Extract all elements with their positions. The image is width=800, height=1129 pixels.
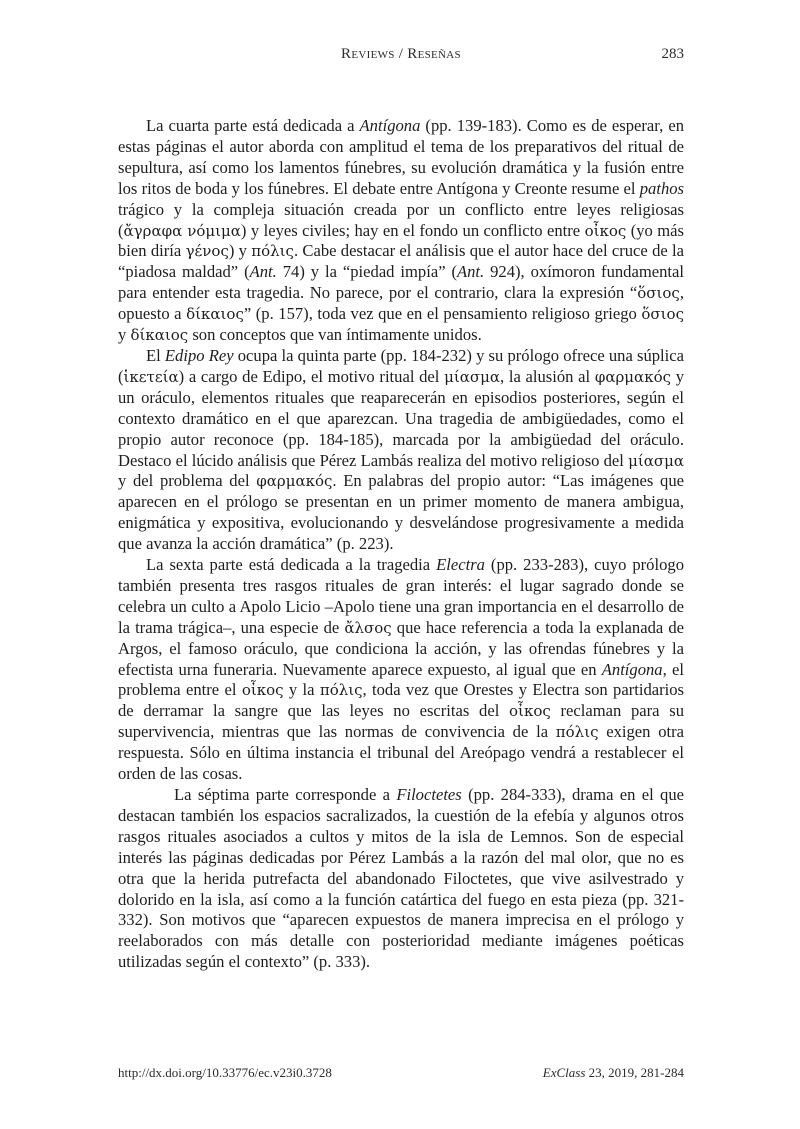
text-run: que hace referencia a toda la explanada de Argos, el famoso oráculo, que condiciona la acción, y las ofrendas fúnebres y la efectista urna funeraria. Nuevamente aparece expuesto, al igual que en	[118, 617, 684, 679]
greek-term: φαρμακός	[256, 472, 333, 491]
text-run: ) y	[228, 241, 252, 261]
greek-term: φαρμακός	[594, 367, 671, 386]
greek-term: ἱκετεία	[123, 367, 179, 386]
paragraph-electra	[118, 555, 684, 785]
greek-term: ἄλσος	[344, 618, 392, 637]
text-run: . En palabras del propio autor: “Las imágenes que aparecen en el prólogo se presentan en un primer momento de manera ambigua, enigmática y expositiva, evolucionando y desvelándose progresivamente a medida que avanza la acción dramática” (p. 223).	[118, 471, 684, 554]
paragraph-filoctetes	[118, 785, 684, 973]
text-run: La sexta parte está dedicada a la tragedia	[146, 555, 437, 575]
doi-link[interactable]: http://dx.doi.org/10.33776/ec.v23i0.3728	[118, 1065, 332, 1080]
greek-term: ἄγραφα νόμιμα	[123, 221, 241, 240]
text-run: 74) y la “piedad impía” (	[276, 262, 457, 282]
greek-term: οἶκος	[509, 702, 551, 721]
running-head: Reviews / Reseñas	[341, 46, 461, 62]
greek-term: γένος	[185, 242, 229, 261]
text-run: y del problema del	[118, 471, 257, 491]
greek-term: μίασμα	[444, 367, 501, 386]
italic-title: Ant.	[249, 262, 277, 282]
text-run: reclaman para su supervivencia, mientras que las normas de convivencia de la	[118, 701, 684, 742]
greek-term: πόλις	[319, 681, 363, 700]
journal-citation	[543, 1065, 684, 1081]
greek-term: πόλις	[251, 242, 294, 261]
italic-title: Electra	[436, 555, 485, 575]
page-footer	[118, 1065, 684, 1085]
text-run: , la alusión al	[500, 366, 595, 386]
paragraph-edipo-rey	[118, 346, 684, 555]
greek-term: δίκαιος	[130, 326, 189, 345]
greek-term: μίασμα	[628, 451, 684, 470]
italic-title: Filoctetes	[396, 785, 462, 804]
text-run: , toda vez que Orestes y Electra son partidarios de derramar la sangre que las leyes no escritas del	[118, 680, 685, 721]
text-run: (pp. 233-283), cuyo prólogo también presenta tres rasgos rituales de gran interés: el lugar sagrado donde se celebra un culto a Apolo Licio –Apolo tiene una gran importancia en el desarrollo de la trama trágica–, una especie de	[118, 555, 684, 637]
text-run: La séptima parte corresponde a	[174, 785, 397, 804]
text-run: El	[146, 345, 165, 365]
text-run: (yo más bien diría	[118, 220, 684, 261]
text-run: . Cabe destacar el análisis que el autor hace del cruce de la “piadosa maldad” (	[118, 241, 685, 282]
italic-title: Edipo Rey	[164, 345, 234, 365]
page-header	[118, 44, 684, 68]
text-run: y	[118, 325, 131, 345]
text-run: y un oráculo, elementos rituales que reaparecerán en episodios posteriores, según el contexto dramático en el que aparezcan. Una tragedia de ambigüedades, como el propio autor reconoce (pp. 184-185), marcada por la ambigüedad del oráculo. Destaco el lúcido análisis que Pérez Lambás realiza del motivo religioso del	[118, 366, 684, 470]
italic-title: Antígona	[359, 116, 421, 135]
text-run: ) a cargo de Edipo, el motivo ritual del	[178, 366, 445, 386]
greek-term: πόλις	[555, 723, 599, 742]
page-number: 283	[661, 46, 684, 62]
text-run: , el problema entre el	[118, 659, 684, 700]
review-body	[118, 116, 684, 973]
italic-title: Antígona	[601, 659, 663, 679]
text-run: son conceptos que van íntimamente unidos.	[188, 325, 482, 345]
text-run: trágico y la compleja situación creada por un conflicto entre leyes religiosas (	[118, 199, 684, 240]
text-run: ocupa la quinta parte (pp. 184-232) y su prólogo ofrece una súplica (	[118, 345, 684, 386]
text-run: 924), oxímoron fundamental para entender esta tragedia. No parece, por el contrario, clara la expresión “	[118, 262, 684, 303]
greek-term: ὅσιος	[641, 305, 684, 324]
greek-term: δίκαιος	[186, 305, 244, 324]
journal-name: ExClass	[542, 1065, 586, 1080]
text-run: (pp. 284-333), drama en el que destacan también los espacios sacralizados, la cuestión de la efebía y algunos otros rasgos rituales asociados a cultos y mitos de la isla de Lemnos. Son de especial interés las páginas dedicadas por Pérez Lambás a la razón del mal olor, que no es otra que la herida putrefacta del abandonado Filoctetes, que vive asilvestrado y dolorido en la isla, así como a la función catártica del fuego en esta pieza (pp. 321-332). Son motivos que “aparecen expuestos de manera imprecisa en el prólogo y reelaborados con más detalle con posterioridad mediante imágenes poéticas utilizadas según el contexto” (p. 333).	[118, 785, 684, 972]
text-run: ” (p. 157), toda vez que en el pensamiento religioso griego	[243, 304, 642, 324]
text-run: , opuesto a	[118, 283, 684, 324]
paragraph-antigona	[118, 116, 684, 346]
greek-term: ὅσιος	[637, 284, 680, 303]
text-run: (pp. 139-183). Como es de esperar, en estas páginas el autor aborda con amplitud el tema de los preparativos del ritual de sepultura, así como los lamentos fúnebres, su evolución dramática y la fusión entre los ritos de boda y los fúnebres. El debate entre Antígona y Creonte resume el	[118, 116, 684, 198]
citation-details: 23, 2019, 281-284	[585, 1065, 684, 1080]
italic-title: Ant.	[457, 262, 485, 282]
greek-term: οἶκος	[584, 221, 627, 240]
italic-title: pathos	[639, 178, 684, 198]
text-run: exigen otra respuesta. Sólo en última instancia el tribunal del Areópago vendrá a restablecer el orden de las cosas.	[118, 722, 684, 784]
text-run: y la	[283, 680, 320, 700]
greek-term: οἶκος	[241, 681, 284, 700]
text-run: ) y leyes civiles; hay en el fondo un conflicto entre	[240, 220, 585, 240]
text-run: La cuarta parte está dedicada a	[146, 116, 360, 135]
